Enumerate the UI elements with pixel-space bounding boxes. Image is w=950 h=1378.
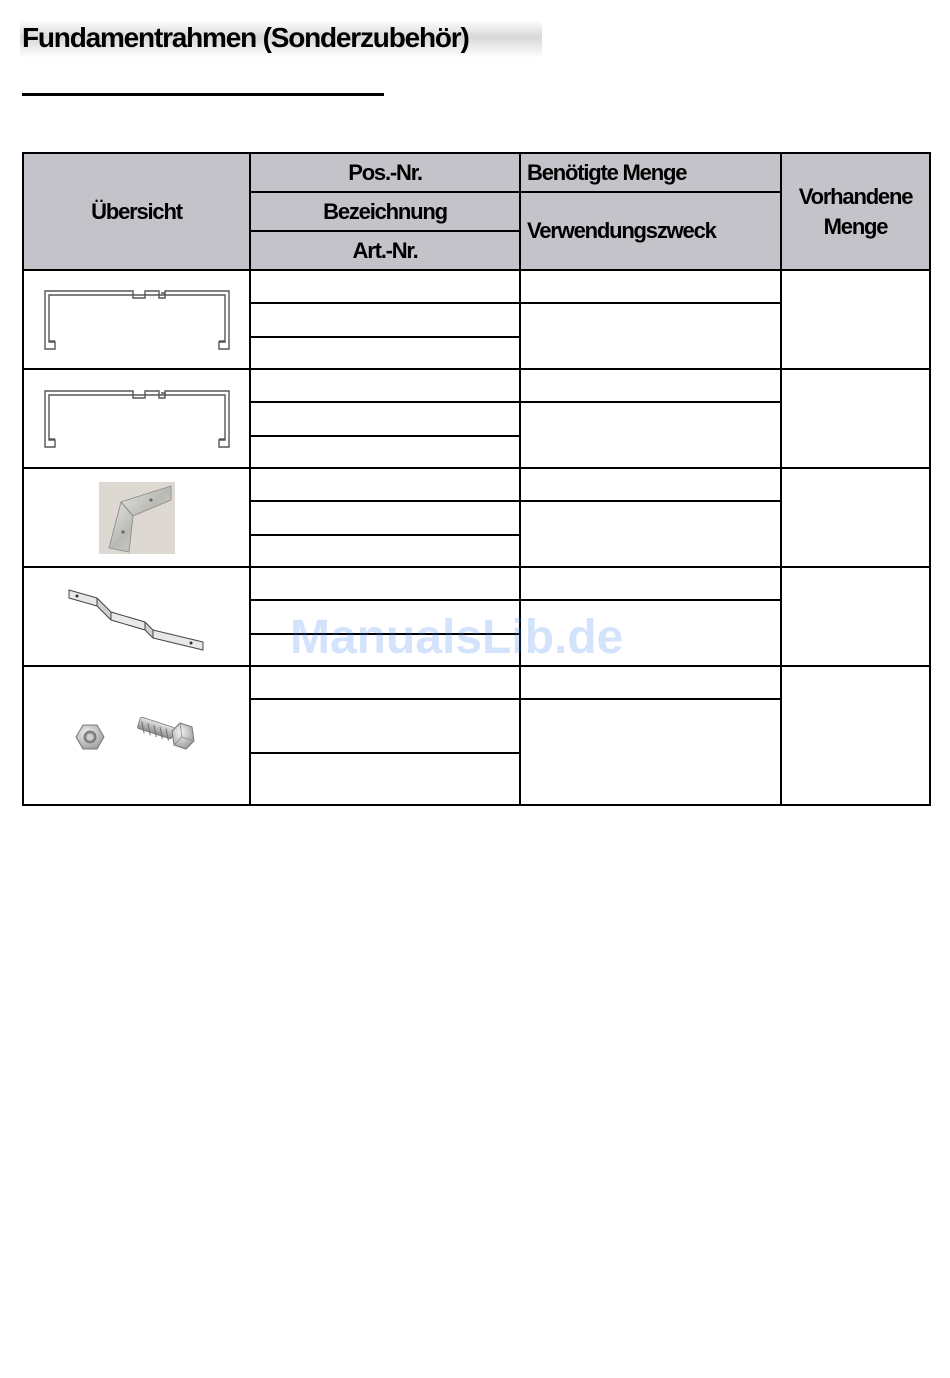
overview-image-cell xyxy=(23,666,250,805)
watermark: ManualsLib.de xyxy=(290,611,624,664)
table-row xyxy=(23,666,930,699)
header-benoetigte-menge: Benötigte Menge xyxy=(520,153,781,192)
page-title: Fundamentrahmen (Sonderzubehör) xyxy=(22,22,469,53)
benoetigte-menge-cell xyxy=(520,468,781,501)
verwendungszweck-cell xyxy=(520,402,781,468)
art-nr-cell xyxy=(250,753,520,805)
pos-nr-cell xyxy=(250,270,520,303)
bezeichnung-cell xyxy=(250,402,520,436)
bezeichnung-cell xyxy=(250,699,520,753)
pos-nr-cell xyxy=(250,369,520,402)
vorhandene-menge-cell xyxy=(781,270,930,369)
verwendungszweck-cell xyxy=(520,699,781,805)
table-row xyxy=(23,270,930,303)
bezeichnung-cell xyxy=(250,303,520,337)
header-vorhandene-line2: Menge xyxy=(823,213,888,239)
benoetigte-menge-cell xyxy=(520,666,781,699)
benoetigte-menge-cell xyxy=(520,567,781,600)
benoetigte-menge-cell xyxy=(520,369,781,402)
parts-table xyxy=(22,152,931,806)
connector-strap-illustration xyxy=(67,582,207,652)
header-overview: Übersicht xyxy=(23,153,250,270)
angle-bracket-photo xyxy=(99,482,175,554)
header-vorhandene-line1: Vorhandene xyxy=(798,183,913,209)
vorhandene-menge-cell xyxy=(781,567,930,666)
vorhandene-menge-cell xyxy=(781,468,930,567)
overview-image-cell xyxy=(23,369,250,468)
title-underline xyxy=(22,93,384,96)
pos-nr-cell xyxy=(250,468,520,501)
table-row xyxy=(23,369,930,402)
header-pos-nr: Pos.-Nr. xyxy=(250,153,520,192)
table-row xyxy=(23,567,930,600)
pos-nr-cell xyxy=(250,666,520,699)
header-row xyxy=(23,153,930,192)
short-c-profile-illustration xyxy=(41,387,233,451)
verwendungszweck-cell xyxy=(520,303,781,369)
overview-image-cell xyxy=(23,567,250,666)
art-nr-cell xyxy=(250,535,520,567)
bezeichnung-cell xyxy=(250,501,520,535)
pos-nr-cell xyxy=(250,567,520,600)
long-c-profile-illustration xyxy=(41,287,233,353)
vorhandene-menge-cell xyxy=(781,369,930,468)
vorhandene-menge-cell xyxy=(781,666,930,805)
overview-image-cell xyxy=(23,270,250,369)
benoetigte-menge-cell xyxy=(520,270,781,303)
header-verwendungszweck: Verwendungszweck xyxy=(520,192,781,270)
header-vorhandene-menge xyxy=(781,153,930,270)
art-nr-cell xyxy=(250,436,520,468)
header-bezeichnung: Bezeichnung xyxy=(250,192,520,231)
table-row xyxy=(23,468,930,501)
overview-image-cell xyxy=(23,468,250,567)
art-nr-cell xyxy=(250,337,520,369)
bolt-and-nut-photo xyxy=(72,709,202,763)
verwendungszweck-cell xyxy=(520,501,781,567)
header-art-nr: Art.-Nr. xyxy=(250,231,520,270)
